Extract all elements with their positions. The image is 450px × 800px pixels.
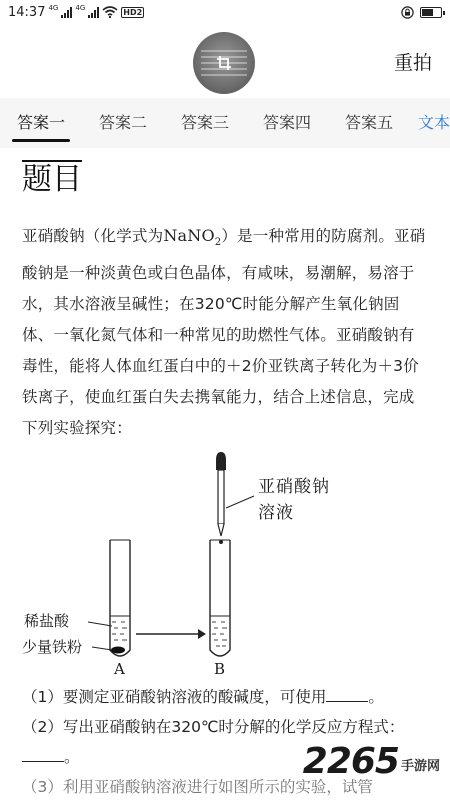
status-bar <box>0 0 450 24</box>
answer-blank-2 <box>22 744 64 762</box>
tab-answer-4[interactable]: 答案四 <box>262 113 311 132</box>
status-right <box>401 6 442 19</box>
question-2-text: （2）写出亚硝酸钠在320℃时分解的化学反应方程式： <box>22 718 405 737</box>
tab-answer-1[interactable]: 答案一 <box>0 98 82 148</box>
question-content <box>0 148 450 800</box>
wifi-icon <box>102 6 118 18</box>
question-3: （3）利用亚硝酸钠溶液进行如图所示的实验，试管 <box>22 778 373 797</box>
para-pre: 亚硝酸钠（化学式为 <box>22 227 164 245</box>
question-1 <box>22 682 428 712</box>
formula-main: NaNO <box>163 226 215 245</box>
status-left <box>8 5 144 20</box>
signal-icon-2 <box>88 7 99 18</box>
tab-text[interactable]: 文本 <box>418 113 450 132</box>
hd-badge: HD2 <box>123 7 143 17</box>
retake-button[interactable]: 重拍 <box>393 52 432 74</box>
photo-thumbnail[interactable] <box>193 32 255 94</box>
signal-icon <box>61 7 72 18</box>
test-tube-b <box>210 540 230 656</box>
question-1-text: （1）要测定亚硝酸钠溶液的酸碱度，可使用 <box>22 688 327 707</box>
answer-blank-1 <box>326 684 368 702</box>
dropper-icon <box>216 452 226 544</box>
question-2-end: 。 <box>64 748 80 767</box>
arrow-icon <box>136 629 206 639</box>
page-title: 题目 <box>22 162 82 197</box>
tube-a-label: A <box>114 660 125 679</box>
tab-answer-3[interactable]: 答案三 <box>180 113 229 132</box>
battery-icon <box>420 7 442 18</box>
clock: 14:37 <box>8 4 46 20</box>
dropper-label: 亚硝酸钠溶液 <box>258 477 330 524</box>
tab-answer-2[interactable]: 答案二 <box>98 113 147 132</box>
lock-icon <box>401 6 414 19</box>
iron-label: 少量铁粉 <box>22 638 83 657</box>
chemical-formula <box>163 226 222 249</box>
title-divider <box>22 160 82 162</box>
watermark-logo <box>303 741 440 782</box>
network-type-2: 4G <box>75 3 86 12</box>
acid-label: 稀盐酸 <box>24 612 70 631</box>
experiment-diagram <box>22 450 428 682</box>
network-type-1: 4G <box>48 3 59 12</box>
formula-subscript: 2 <box>214 237 222 249</box>
tab-answer-5[interactable]: 答案五 <box>344 113 393 132</box>
title-section <box>22 154 428 214</box>
watermark-number: 2265 <box>302 741 399 782</box>
watermark-site: 手游网 <box>400 759 440 774</box>
question-paragraph <box>22 220 428 444</box>
header <box>0 24 450 98</box>
tube-b-label: B <box>214 660 226 679</box>
answer-tabs <box>0 98 450 148</box>
experiment-figure <box>22 450 428 682</box>
para-post: ）是一种常用的防腐剂。亚硝酸钠是一种淡黄色或白色晶体，有咸味，易潮解，易溶于水，其水溶液呈碱性；在320℃时能分解产生氧化钠固体、一氧化氮气体和一种常见的助燃性气体。亚硝酸钠有毒性，能将人体血红蛋白中的＋2价亚铁离子转化为＋3价铁离子，使血红蛋白失去携氧能力，结合上述信息，完成下列实验探究： <box>22 227 426 438</box>
crop-icon <box>216 55 232 71</box>
question-1-end: 。 <box>368 688 384 707</box>
test-tube-a <box>110 540 130 656</box>
